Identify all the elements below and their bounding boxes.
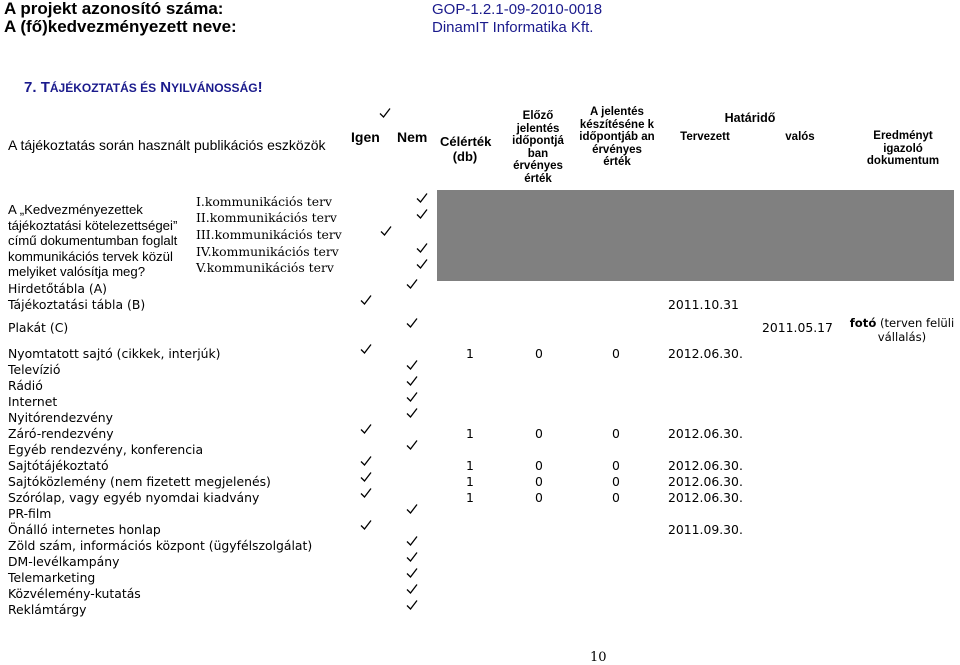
planned-date: 2012.06.30. xyxy=(668,346,743,361)
deadline-column-header: Határidő xyxy=(724,111,776,125)
section-title xyxy=(24,79,263,96)
current-value: 0 xyxy=(612,346,620,361)
tool-label: DM-levélkampány xyxy=(8,554,120,569)
beneficiary-value: DinamIT Informatika Kft. xyxy=(432,19,594,36)
plan-label: I.kommunikációs terv xyxy=(196,194,333,209)
previous-value: 0 xyxy=(535,346,543,361)
tool-label: Telemarketing xyxy=(8,570,96,585)
check-icon xyxy=(406,599,418,611)
tool-label: Sajtótájékoztató xyxy=(8,458,109,473)
section-title-small-1: ÁJÉKOZTATÁS ÉS xyxy=(49,81,157,95)
tool-label: Internet xyxy=(8,394,58,409)
check-icon xyxy=(406,317,418,329)
page-number: 10 xyxy=(590,650,607,665)
tool-label: Reklámtárgy xyxy=(8,602,87,617)
check-icon xyxy=(416,208,428,220)
check-icon xyxy=(416,242,428,254)
planned-date: 2012.06.30. xyxy=(668,458,743,473)
check-icon xyxy=(406,439,418,451)
tool-label: Rádió xyxy=(8,378,43,393)
planned-date: 2011.10.31 xyxy=(668,297,739,312)
check-icon xyxy=(379,107,391,119)
tool-label: PR-film xyxy=(8,506,52,521)
check-icon xyxy=(406,503,418,515)
tool-label: Nyitórendezvény xyxy=(8,410,113,425)
planned-column-header: Tervezett xyxy=(680,131,730,143)
target-column-header: Célérték (db) xyxy=(440,134,492,164)
check-icon xyxy=(406,375,418,387)
result-column-header: Eredményt igazoló dokumentum xyxy=(866,130,940,167)
current-value: 0 xyxy=(612,490,620,505)
project-id-label: A projekt azonosító száma: xyxy=(4,0,224,18)
tool-label: Zöld szám, információs központ (ügyfélszolgálat) xyxy=(8,538,313,553)
check-icon xyxy=(360,471,372,483)
no-column-header: Nem xyxy=(397,129,428,145)
tools-column-title: A tájékoztatás során használt publikációs eszközök xyxy=(8,137,326,153)
yes-column-header: Igen xyxy=(351,129,380,145)
tool-label: Egyéb rendezvény, konferencia xyxy=(8,442,204,457)
section-title-first: T xyxy=(40,79,50,96)
planned-date: 2012.06.30. xyxy=(668,490,743,505)
tool-label: Nyomtatott sajtó (cikkek, interjúk) xyxy=(8,346,221,361)
current-value: 0 xyxy=(612,458,620,473)
tool-label: Szórólap, vagy egyéb nyomdai kiadvány xyxy=(8,490,260,505)
check-icon xyxy=(406,567,418,579)
tool-label: Plakát (C) xyxy=(8,320,69,335)
tool-label: Tájékoztatási tábla (B) xyxy=(8,297,146,312)
check-icon xyxy=(416,192,428,204)
tool-label: Sajtóközlemény (nem fizetett megjelenés) xyxy=(8,474,271,489)
tool-label: Közvélemény-kutatás xyxy=(8,586,141,601)
plakat-result-note xyxy=(848,316,956,344)
check-icon xyxy=(380,225,392,237)
target-value: 1 xyxy=(466,474,474,489)
target-value: 1 xyxy=(466,346,474,361)
plan-label: III.kommunikációs terv xyxy=(196,227,342,242)
check-icon xyxy=(360,519,372,531)
section-title-small-2: YILVÁNOSSÁG xyxy=(171,81,258,95)
previous-value: 0 xyxy=(535,490,543,505)
previous-column-header: Előző jelentés időpontjá ban érvényes érték xyxy=(512,110,564,185)
project-id-value: GOP-1.2.1-09-2010-0018 xyxy=(432,1,603,18)
current-value: 0 xyxy=(612,426,620,441)
tool-label: Önálló internetes honlap xyxy=(8,522,161,537)
section-number: 7. xyxy=(24,79,37,96)
target-value: 1 xyxy=(466,490,474,505)
section-title-end: ! xyxy=(257,79,263,96)
check-icon xyxy=(360,343,372,355)
check-icon xyxy=(406,551,418,563)
actual-column-header: valós xyxy=(785,131,815,143)
planned-date: 2011.09.30. xyxy=(668,522,743,537)
check-icon xyxy=(360,487,372,499)
previous-value: 0 xyxy=(535,458,543,473)
check-icon xyxy=(406,583,418,595)
check-icon xyxy=(406,407,418,419)
check-icon xyxy=(416,258,428,270)
check-icon xyxy=(406,359,418,371)
tool-label: Televízió xyxy=(8,362,61,377)
target-value: 1 xyxy=(466,426,474,441)
plakat-result-bold: fotó xyxy=(849,316,877,330)
check-icon xyxy=(360,455,372,467)
previous-value: 0 xyxy=(535,426,543,441)
actual-date: 2011.05.17 xyxy=(762,320,833,335)
check-icon xyxy=(406,535,418,547)
target-value: 1 xyxy=(466,458,474,473)
tool-label: Hirdetőtábla (A) xyxy=(8,281,107,296)
check-icon xyxy=(360,423,372,435)
planned-date: 2012.06.30. xyxy=(668,426,743,441)
current-column-header: A jelentés készítéséne k időpontjáb an érvényes érték xyxy=(579,106,655,168)
section-title-cap-2: N xyxy=(160,79,172,96)
plakat-result-rest: (terven felüli vállalás) xyxy=(876,316,955,344)
beneficiary-label: A (fő)kedvezményezett neve: xyxy=(4,17,237,36)
check-icon xyxy=(406,278,418,290)
tool-label: Záró-rendezvény xyxy=(8,426,114,441)
communication-plan-question: A „Kedvezményezettek tájékoztatási kötelezettségei” című dokumentumban foglalt kommunikációs tervek közül melyiket valósítja meg? xyxy=(8,202,178,279)
plan-label: IV.kommunikációs terv xyxy=(196,244,339,259)
gray-disabled-area xyxy=(437,190,954,281)
plan-label: V.kommunikációs terv xyxy=(196,260,334,275)
check-icon xyxy=(406,391,418,403)
previous-value: 0 xyxy=(535,474,543,489)
planned-date: 2012.06.30. xyxy=(668,474,743,489)
plan-label: II.kommunikációs terv xyxy=(196,210,337,225)
current-value: 0 xyxy=(612,474,620,489)
check-icon xyxy=(360,294,372,306)
